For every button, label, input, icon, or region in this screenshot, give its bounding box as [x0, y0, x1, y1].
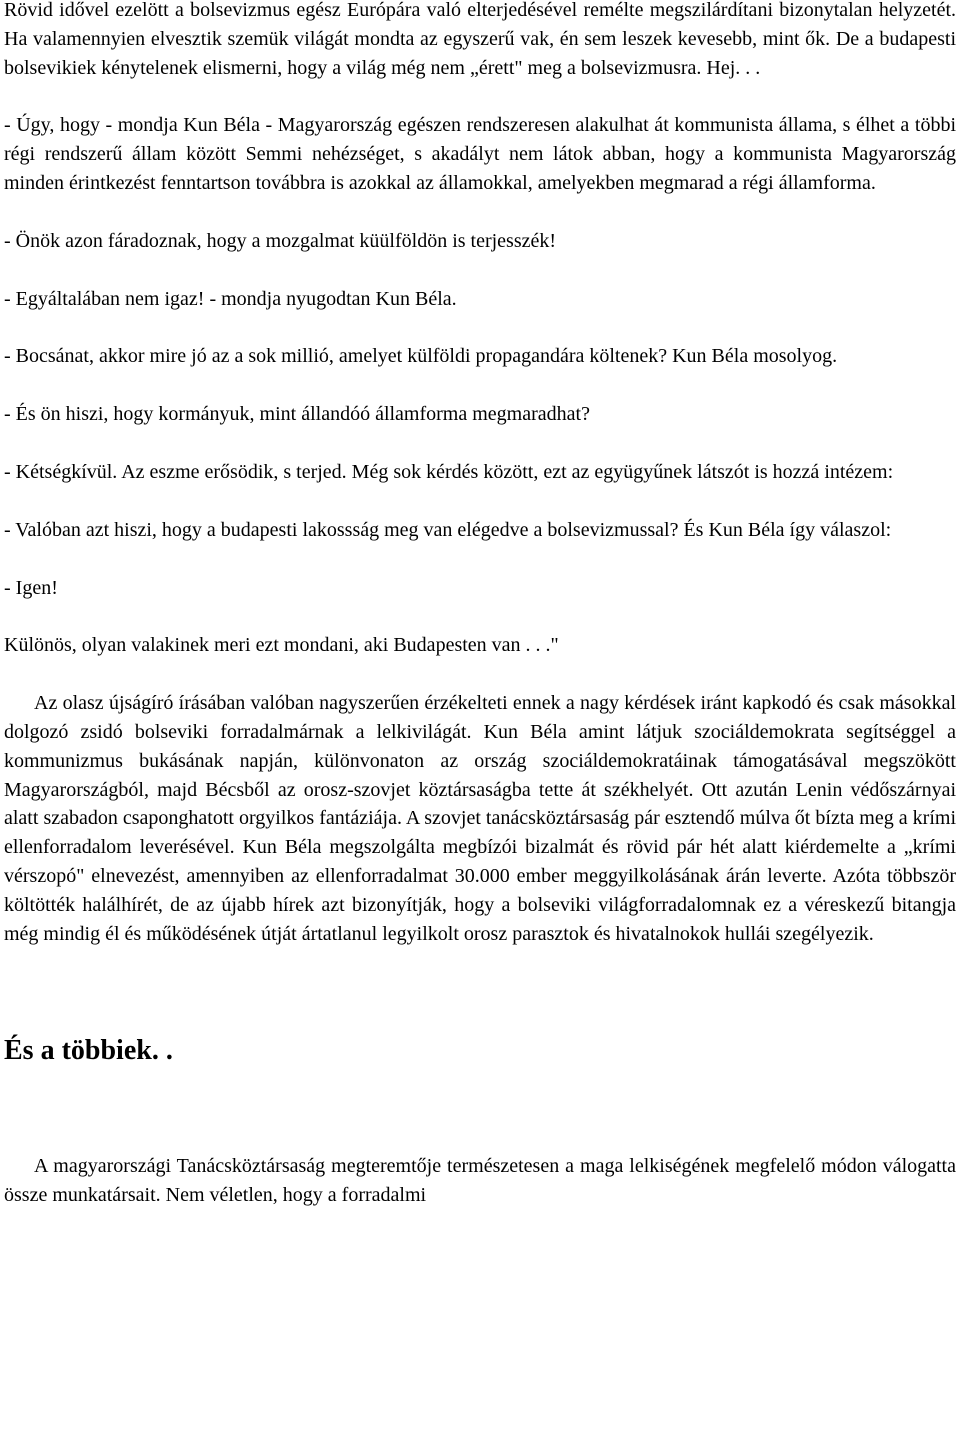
paragraph-commentary: Az olasz újságíró írásában valóban nagyszerűen érzékelteti ennek a nagy kérdések iránt kapkodó és csak másokkal dolgozó zsidó bolseviki forradalmárnak a lelkivilágát. Kun Béla amint látjuk szociáldemokrata segítséggel a kommunizmus bukásának napján, különvonaton az ország szociáldemokratáinak támogatásával megszökött Magyarországból, majd Bécsből az orosz-szovjet köztársaságba tette át székhelyét. Ott azután Lenin védőszárnyai alatt szabadon csaponghatott orgyilkos fantáziája. A szovjet tanácsköztársaság pár esztendő múlva őt bízta meg a krími ellenforradalom leverésével. Kun Béla megszolgálta megbízói bizalmát és rövid pár hét alatt kiérdemelte a „krími vérszopó" elnevezést, amennyiben az ellenforradalmat 30.000 ember meggyilkolásának árán leverte. Azóta többször költötték halálhírét, de az újabb hírek azt bizonyítják, hogy a bolseviki világforradalomnak ez a véreskezű bitangja még mindig él és működésének útját ártatlanul legyilkolt orosz parasztok és hivatalnokok hullái szegélyezik. [4, 692, 956, 945]
paragraph-dialogue-2: - Önök azon fáradoznak, hogy a mozgalmat küülföldön is terjesszék! [4, 229, 557, 252]
paragraph-dialogue-8: - Igen! [4, 576, 58, 599]
paragraph-dialogue-6: - Kétségkívül. Az eszme erősödik, s terjed. Még sok kérdés között, ezt az együgyűnek látszót is hozzá intézem: [4, 460, 894, 483]
paragraph-dialogue-7: - Valóban azt hiszi, hogy a budapesti lakossság meg van elégedve a bolsevizmussal? És Kun Béla így válaszol: [4, 518, 892, 541]
document-page [4, 0, 956, 1210]
paragraph-quote-close: Különös, olyan valakinek meri ezt mondani, aki Budapesten van . . ." [4, 634, 559, 657]
section-heading: És a többiek. . [4, 1035, 173, 1067]
paragraph-intro: Rövid idővel ezelött a bolsevizmus egész Európára való elterjedésével remélte megszilárdítani bizonytalan helyzetét. Ha valamennyien elvesztik szemük világát mondta az egyszerű vak, én sem leszek kevesebb, mint ők. De a budapesti bolsevikiek kénytelenek elismerni, hogy a világ még nem „érett" meg a bolsevizmusra. Hej. . . [4, 0, 956, 79]
paragraph-section-intro: A magyarországi Tanácsköztársaság megteremtője természetesen a maga lelkiségének megfelelő módon válogatta össze munkatársait. Nem véletlen, hogy a forradalmi [4, 1155, 956, 1207]
paragraph-dialogue-5: - És ön hiszi, hogy kormányuk, mint állandóó államforma megmaradhat? [4, 403, 590, 426]
paragraph-dialogue-3: - Egyáltalában nem igaz! - mondja nyugodtan Kun Béla. [4, 287, 457, 310]
paragraph-dialogue-4: - Bocsánat, akkor mire jó az a sok millió, amelyet külföldi propagandára költenek? Kun Béla mosolyog. [4, 345, 838, 368]
paragraph-dialogue-1: - Úgy, hogy - mondja Kun Béla - Magyarország egészen rendszeresen alakulhat át kommunista állama, s élhet a többi régi rendszerű állam között Semmi nehézséget, s akadályt nem látok abban, hogy a kommunista Magyarország minden érintkezést fenntartson továbbra is azokkal az államokkal, amelyekben megmarad a régi államforma. [4, 114, 956, 194]
